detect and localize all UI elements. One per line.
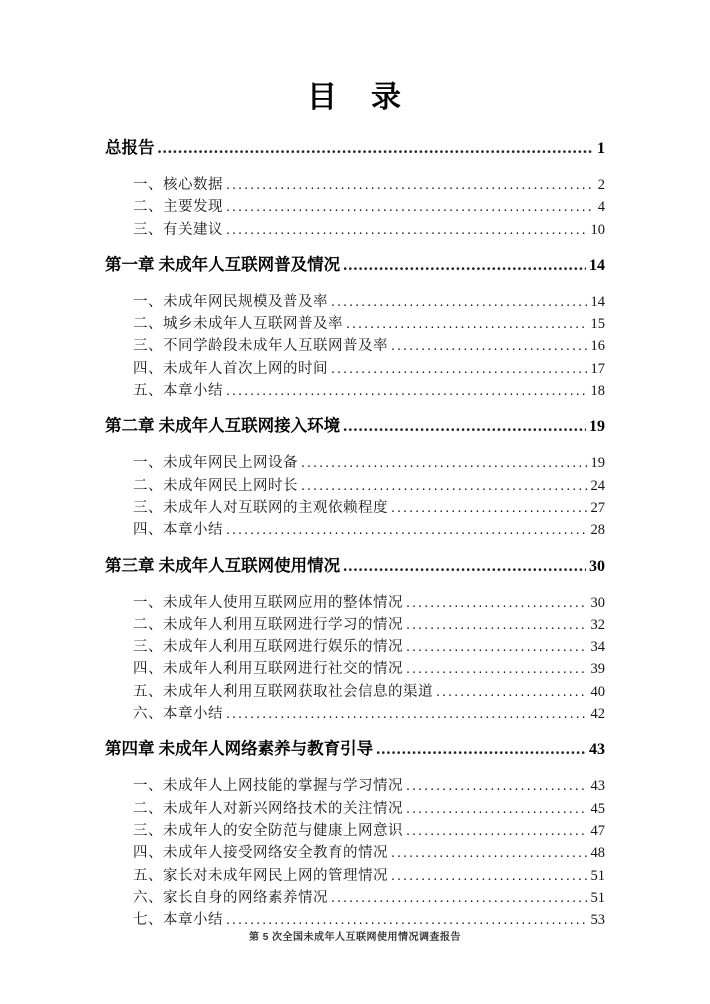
toc-entry	[133, 219, 605, 241]
toc-entry-label: 七、本章小结	[133, 912, 223, 929]
toc-section-items	[133, 452, 605, 541]
dot-leader	[406, 775, 588, 797]
toc-section-heading	[105, 554, 605, 578]
dot-leader	[376, 737, 586, 760]
toc-entry-label: 六、本章小结	[133, 706, 223, 723]
toc-section-heading	[105, 737, 605, 761]
page-number: 39	[590, 661, 605, 678]
page-number: 28	[590, 522, 605, 539]
page-number: 43	[590, 778, 605, 795]
dot-leader	[406, 636, 588, 658]
page-number: 48	[590, 845, 605, 862]
toc-entry	[133, 497, 605, 519]
running-footer: 第 5 次全国未成年人互联网使用情况调查报告	[248, 932, 462, 943]
toc-section-label: 第三章 未成年人互联网使用情况	[105, 555, 341, 575]
dot-leader	[406, 820, 588, 842]
page-number: 1	[597, 140, 605, 157]
toc-entry	[133, 865, 605, 887]
toc-section	[105, 737, 605, 931]
toc-entry	[133, 313, 605, 335]
toc-section-label: 第二章 未成年人互联网接入环境	[105, 416, 341, 436]
toc-entry	[133, 658, 605, 680]
toc-section-items	[133, 291, 605, 402]
dot-leader	[391, 497, 588, 519]
toc-section-heading	[105, 136, 605, 160]
toc-entry-label: 二、未成年人对新兴网络技术的关注情况	[133, 800, 403, 817]
page-number: 42	[590, 706, 605, 723]
toc-entry-label: 三、不同学龄段未成年人互联网普及率	[133, 338, 388, 355]
page-number: 40	[590, 683, 605, 700]
page-number: 16	[590, 338, 605, 355]
toc-section-heading	[105, 253, 605, 277]
toc-entry	[133, 291, 605, 313]
toc-entry-label: 四、未成年人利用互联网进行社交的情况	[133, 661, 403, 678]
page-number: 47	[590, 822, 605, 839]
dot-leader	[226, 519, 588, 541]
toc-entry-label: 一、未成年人使用互联网应用的整体情况	[133, 594, 403, 611]
page-number: 45	[590, 800, 605, 817]
toc-entry	[133, 636, 605, 658]
page-number: 19	[589, 418, 605, 436]
toc-entry-label: 一、未成年网民规模及普及率	[133, 293, 328, 310]
dot-leader	[158, 136, 595, 159]
toc-title: 目 录	[307, 81, 403, 114]
toc-entry	[133, 614, 605, 636]
dot-leader	[226, 703, 588, 725]
toc-entry-label: 一、未成年网民上网设备	[133, 455, 298, 472]
toc-section	[105, 253, 605, 402]
page-number: 18	[590, 383, 605, 400]
toc-entry	[133, 820, 605, 842]
dot-leader	[331, 291, 588, 313]
page-number: 4	[597, 199, 605, 216]
page-number: 10	[590, 221, 605, 238]
toc-entry	[133, 798, 605, 820]
toc-section-label: 第四章 未成年人网络素养与教育引导	[105, 739, 374, 759]
page-number: 34	[590, 639, 605, 656]
toc-entry-label: 二、未成年网民上网时长	[133, 477, 298, 494]
toc-entry	[133, 335, 605, 357]
dot-leader	[226, 196, 595, 218]
toc-entry-label: 二、城乡未成年人互联网普及率	[133, 316, 343, 333]
page-number: 43	[589, 741, 605, 759]
toc-entry-label: 四、未成年人首次上网的时间	[133, 360, 328, 377]
page-number: 27	[590, 499, 605, 516]
toc-section-label: 总报告	[105, 138, 155, 157]
toc-entry	[133, 174, 605, 196]
toc-entry-label: 五、本章小结	[133, 383, 223, 400]
page-number: 53	[590, 912, 605, 929]
toc-section	[105, 414, 605, 541]
toc-entry	[133, 681, 605, 703]
toc-entry	[133, 592, 605, 614]
page-number: 30	[589, 557, 605, 575]
dot-leader	[343, 554, 586, 577]
dot-leader	[391, 842, 588, 864]
page-number: 30	[590, 594, 605, 611]
toc-section-items	[133, 174, 605, 241]
page-number: 19	[590, 455, 605, 472]
toc-entry-label: 三、有关建议	[133, 221, 223, 238]
toc-entry	[133, 196, 605, 218]
toc-section-heading	[105, 414, 605, 438]
dot-leader	[331, 358, 588, 380]
toc-section	[105, 554, 605, 726]
page-number: 24	[590, 477, 605, 494]
toc-entry	[133, 703, 605, 725]
toc-entry	[133, 519, 605, 541]
toc-section-items	[133, 775, 605, 931]
toc-entry-label: 六、家长自身的网络素养情况	[133, 889, 328, 906]
toc-entry	[133, 475, 605, 497]
page-number: 17	[590, 360, 605, 377]
dot-leader	[226, 219, 588, 241]
page-number: 14	[589, 256, 605, 274]
toc-entry-label: 五、家长对未成年网民上网的管理情况	[133, 867, 388, 884]
dot-leader	[346, 313, 588, 335]
toc-entry-label: 二、主要发现	[133, 199, 223, 216]
dot-leader	[406, 592, 588, 614]
dot-leader	[343, 253, 586, 276]
toc-entry-label: 四、本章小结	[133, 522, 223, 539]
toc-entry-label: 二、未成年人利用互联网进行学习的情况	[133, 616, 403, 633]
toc-entry	[133, 380, 605, 402]
page-number: 14	[590, 293, 605, 310]
dot-leader	[343, 414, 586, 437]
dot-leader	[406, 614, 588, 636]
toc-entry	[133, 358, 605, 380]
dot-leader	[436, 681, 588, 703]
toc-entry-label: 四、未成年人接受网络安全教育的情况	[133, 845, 388, 862]
toc-section-label: 第一章 未成年人互联网普及情况	[105, 254, 341, 274]
toc-entry	[133, 887, 605, 909]
dot-leader	[226, 380, 588, 402]
toc-entry	[133, 452, 605, 474]
toc-section-items	[133, 592, 605, 726]
toc-entry-label: 一、未成年人上网技能的掌握与学习情况	[133, 778, 403, 795]
dot-leader	[406, 798, 588, 820]
dot-leader	[226, 174, 595, 196]
dot-leader	[331, 887, 588, 909]
toc-entry-label: 三、未成年人的安全防范与健康上网意识	[133, 822, 403, 839]
page-number: 2	[597, 177, 605, 193]
toc	[105, 136, 605, 931]
page-number: 15	[590, 316, 605, 333]
dot-leader	[391, 865, 588, 887]
toc-section	[105, 136, 605, 241]
toc-entry-label: 五、未成年人利用互联网获取社会信息的渠道	[133, 683, 433, 700]
toc-entry-label: 三、未成年人对互联网的主观依赖程度	[133, 499, 388, 516]
toc-entry-label: 一、核心数据	[133, 177, 223, 193]
dot-leader	[406, 658, 588, 680]
dot-leader	[301, 475, 588, 497]
toc-entry	[133, 842, 605, 864]
toc-entry	[133, 775, 605, 797]
page-number: 51	[590, 889, 605, 906]
page-number: 51	[590, 867, 605, 884]
page-number: 32	[590, 616, 605, 633]
dot-leader	[391, 335, 588, 357]
toc-entry-label: 三、未成年人利用互联网进行娱乐的情况	[133, 639, 403, 656]
dot-leader	[301, 452, 588, 474]
